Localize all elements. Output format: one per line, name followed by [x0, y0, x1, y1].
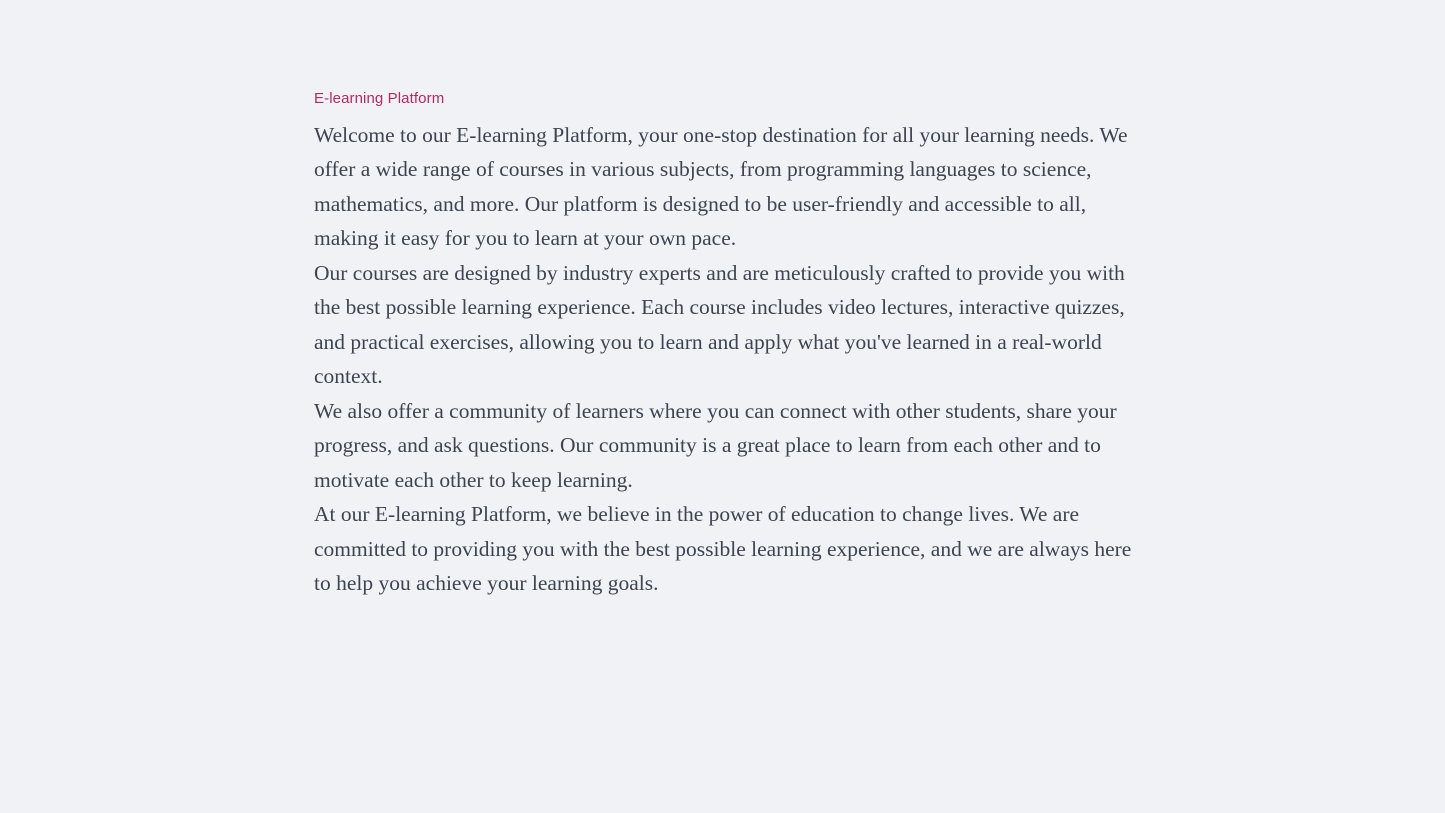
paragraph-3: We also offer a community of learners where you can connect with other students, share your progress, and ask questions. Our community is a great place to learn from each other and to motivate each other to keep learning. [314, 398, 1117, 492]
page-title: E-learning Platform [314, 90, 445, 107]
article-container [314, 88, 1134, 601]
paragraph-4: At our E-learning Platform, we believe in the power of education to change lives. We are committed to providing you with the best possible learning experience, and we are always here to help you achieve your learning goals. [314, 502, 1132, 595]
paragraph-2: Our courses are designed by industry experts and are meticulously crafted to provide you with the best possible learning experience. Each course includes video lectures, interactive quizzes, and practical exercises, allowing you to learn and apply what you've learned in a real-world context. [314, 260, 1125, 388]
article-body [314, 118, 1134, 601]
paragraph-1: Welcome to our E-learning Platform, your one-stop destination for all your learning needs. We offer a wide range of courses in various subjects, from programming languages to science, mathematics, and more. Our platform is designed to be user-friendly and accessible to all, making it easy for you to learn at your own pace. [314, 122, 1128, 250]
